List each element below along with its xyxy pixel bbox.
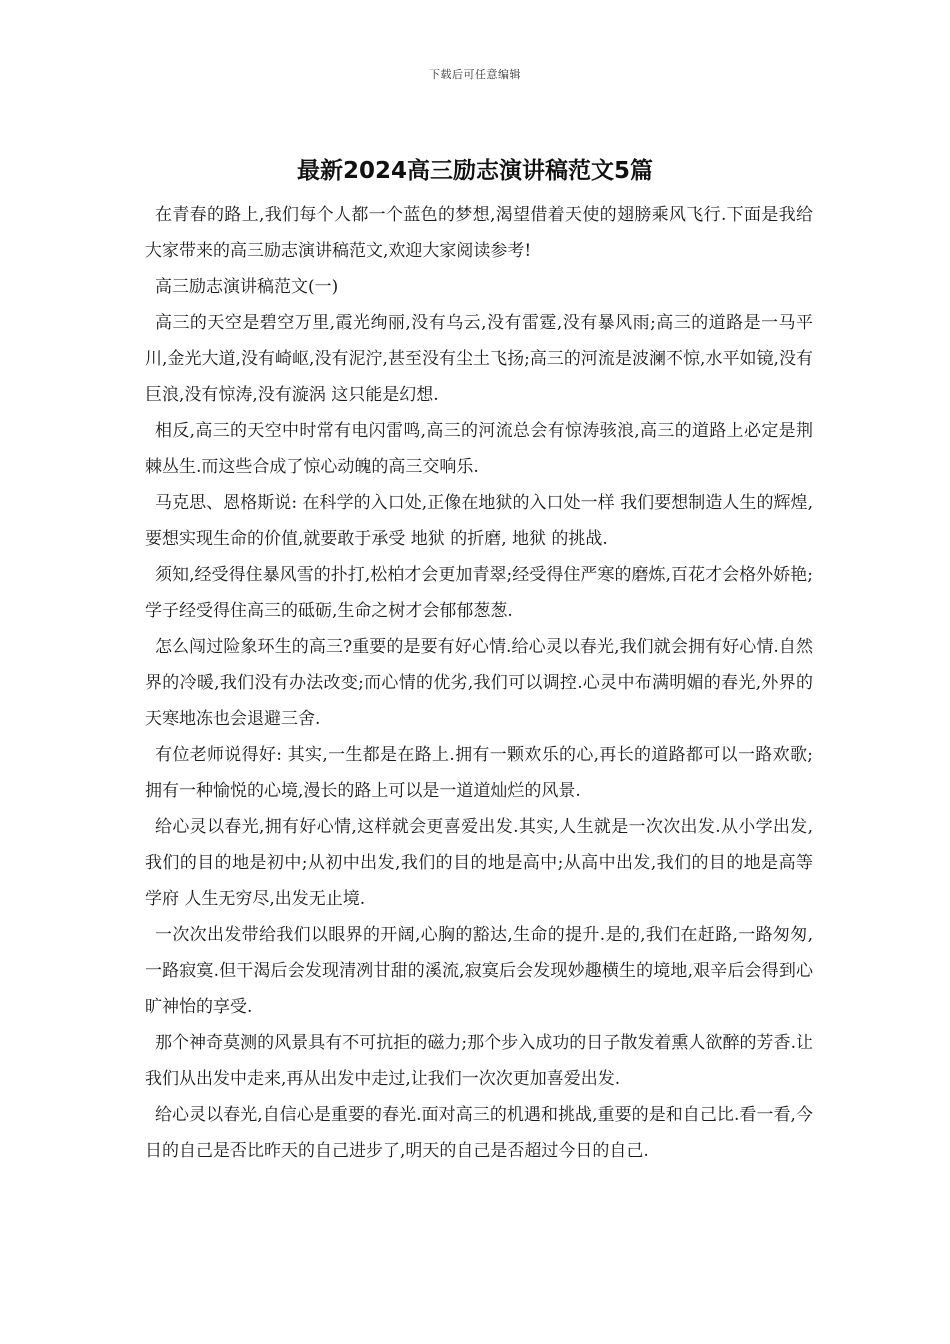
paragraph: 高三的天空是碧空万里,霞光绚丽,没有乌云,没有雷霆,没有暴风雨;高三的道路是一马平川,金光大道,没有崎岖,没有泥泞,甚至没有尘土飞扬;高三的河流是波澜不惊,水平如镜,没有巨浪,没有惊涛,没有漩涡 这只能是幻想. [145,313,813,405]
paragraph: 须知,经受得住暴风雪的扑打,松柏才会更加青翠;经受得住严寒的磨炼,百花才会格外娇艳;学子经受得住高三的砥砺,生命之树才会郁郁葱葱. [145,565,813,621]
paragraph: 有位老师说得好: 其实,一生都是在路上.拥有一颗欢乐的心,再长的道路都可以一路欢歌;拥有一种愉悦的心境,漫长的路上可以是一道道灿烂的风景. [145,745,813,801]
paragraph: 马克思、恩格斯说: 在科学的入口处,正像在地狱的入口处一样 我们要想制造人生的辉煌,要想实现生命的价值,就要敢于承受 地狱 的折磨, 地狱 的挑战. [145,493,813,549]
section-heading: 高三励志演讲稿范文(一) [155,277,339,297]
paragraph: 那个神奇莫测的风景具有不可抗拒的磁力;那个步入成功的日子散发着熏人欲醉的芳香.让我们从出发中走来,再从出发中走过,让我们一次次更加喜爱出发. [145,1033,813,1089]
paragraph: 怎么闯过险象环生的高三?重要的是要有好心情.给心灵以春光,我们就会拥有好心情.自然界的冷暖,我们没有办法改变;而心情的优劣,我们可以调控.心灵中布满明媚的春光,外界的天寒地冻也会退避三舍. [145,637,813,729]
paragraph: 给心灵以春光,自信心是重要的春光.面对高三的机遇和挑战,重要的是和自己比.看一看,今日的自己是否比昨天的自己进步了,明天的自己是否超过今日的自己. [145,1105,813,1161]
document-body [145,197,813,1169]
document-title: 最新2024高三励志演讲稿范文5篇 [296,158,654,184]
paragraph: 一次次出发带给我们以眼界的开阔,心胸的豁达,生命的提升.是的,我们在赶路,一路匆匆,一路寂寞.但干渴后会发现清冽甘甜的溪流,寂寞后会发现妙趣横生的境地,艰辛后会得到心旷神怡的享受. [145,925,813,1017]
paragraph-intro: 在青春的路上,我们每个人都一个蓝色的梦想,渴望借着天使的翅膀乘风飞行.下面是我给大家带来的高三励志演讲稿范文,欢迎大家阅读参考! [145,205,813,261]
header-note: 下载后可任意编辑 [429,68,521,81]
paragraph: 相反,高三的天空中时常有电闪雷鸣,高三的河流总会有惊涛骇浪,高三的道路上必定是荆棘丛生.而这些合成了惊心动魄的高三交响乐. [145,421,813,477]
paragraph: 给心灵以春光,拥有好心情,这样就会更喜爱出发.其实,人生就是一次次出发.从小学出发,我们的目的地是初中;从初中出发,我们的目的地是高中;从高中出发,我们的目的地是高等学府 人生无穷尽,出发无止境. [145,817,813,909]
